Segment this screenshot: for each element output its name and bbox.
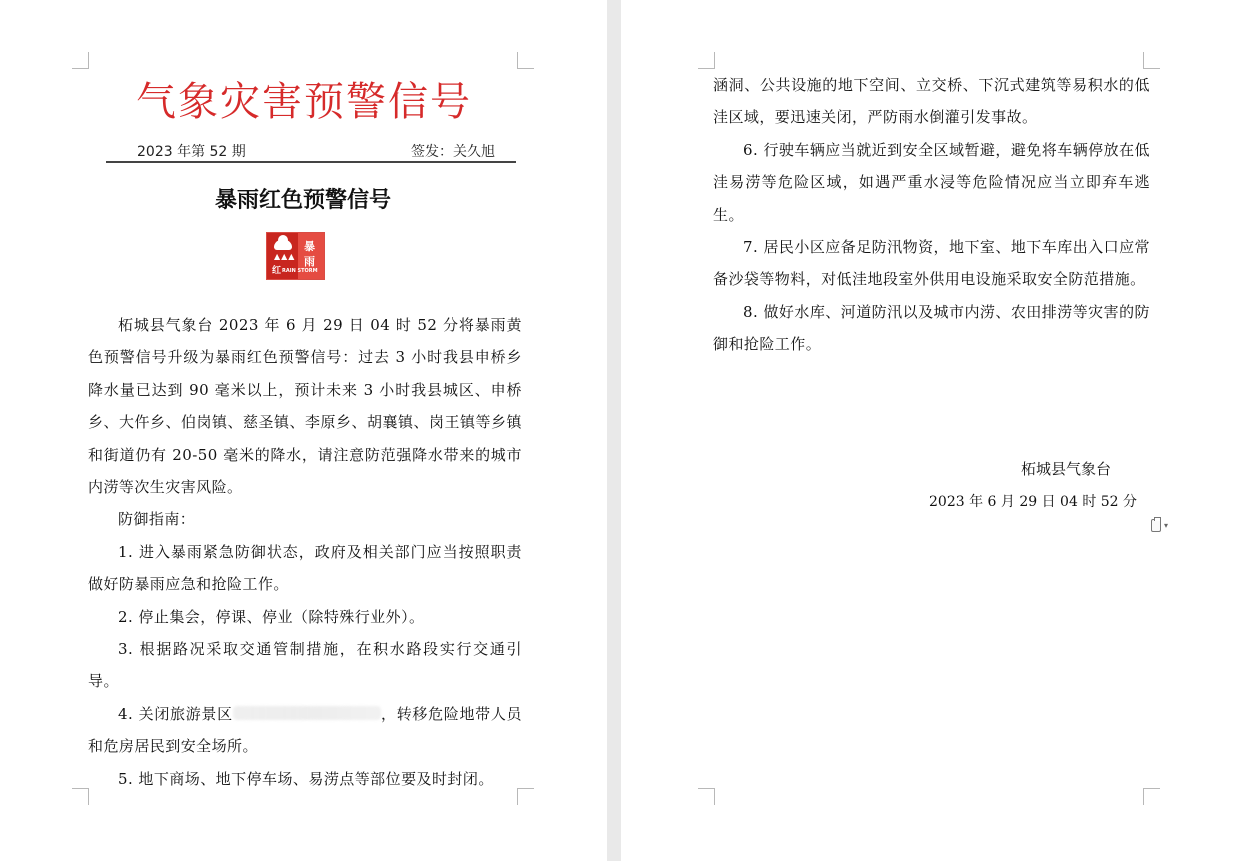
guideline-item-5-continuation: 涵洞、公共设施的地下空间、立交桥、下沉式建筑等易积水的低洼区域，要迅速关闭，严防雨水倒灌引发事故。 — [713, 76, 1150, 127]
cloud-icon — [274, 240, 292, 250]
page-margin-top-right-marker — [1143, 52, 1160, 69]
page-margin-bottom-right-marker — [1143, 788, 1160, 805]
issue-number: 2023 年第 52 期 — [137, 144, 246, 160]
page-margin-bottom-left-marker — [698, 788, 715, 805]
page-margin-top-left-marker — [698, 52, 715, 69]
guideline-item-4 — [88, 698, 522, 763]
warning-level-text: 红 — [272, 266, 282, 276]
clipboard-icon — [1151, 519, 1161, 532]
page-margin-top-right-marker — [517, 52, 534, 69]
left-page-body — [88, 309, 522, 795]
rainstorm-characters: 暴雨 — [304, 240, 315, 268]
defense-guide-heading: 防御指南： — [118, 510, 196, 529]
left-document-page — [0, 0, 607, 861]
page-margin-bottom-left-marker — [72, 788, 89, 805]
redacted-scenic-area-name — [233, 706, 381, 720]
right-page-body — [713, 69, 1150, 361]
guideline-item-7: 7. 居民小区应备足防汛物资，地下室、地下车库出入口应常备沙袋等物料，对低洼地段室外供用电设施采取安全防范措施。 — [713, 238, 1150, 289]
guideline-item-4-prefix: 4. 关闭旅游景区 — [118, 704, 233, 723]
right-document-page — [621, 0, 1234, 861]
rain-storm-label: RAIN STORM — [282, 268, 318, 274]
page-margin-top-left-marker — [72, 52, 89, 69]
guideline-item-6: 6. 行驶车辆应当就近到安全区域暂避，避免将车辆停放在低洼易涝等危险区域，如遇严重水浸等危险情况应当立即弃车逃生。 — [713, 140, 1150, 224]
chevron-down-icon: ▾ — [1164, 521, 1169, 530]
signature-organization: 柘城县气象台 — [1020, 460, 1111, 478]
issuer-name: 签发：关久旭 — [411, 144, 495, 160]
guideline-item-5: 5. 地下商场、地下停车场、易涝点等部位要及时封闭。 — [118, 769, 494, 788]
paste-options-icon[interactable] — [1151, 517, 1171, 535]
signature-date: 2023 年 6 月 29 日 04 时 52 分 — [929, 494, 1138, 510]
rainstorm-red-warning-icon — [266, 232, 325, 280]
guideline-item-8: 8. 做好水库、河道防汛以及城市内涝、农田排涝等灾害的防御和抢险工作。 — [713, 302, 1150, 354]
warning-announcement-paragraph: 柘城县气象台 2023 年 6 月 29 日 04 时 52 分将暴雨黄色预警信号升级为暴雨红色预警信号：过去 3 小时我县申桥乡降水量已达到 90 毫米以上，预计未来 3 小时我县城区、申桥乡、大仵乡、伯岗镇、慈圣镇、李原乡、胡襄镇、岗王镇等乡镇和街道仍有 20-50 毫米的降水，请注意防范强降水带来的城市内涝等次生灾害风险。 — [88, 316, 522, 497]
guideline-item-3: 3. 根据路况采取交通管制措施，在积水路段实行交通引导。 — [88, 640, 522, 691]
guideline-item-2: 2. 停止集会，停课、停业（除特殊行业外）。 — [118, 607, 425, 626]
rain-drops-icon: ▲▲▲ — [274, 252, 296, 261]
guideline-item-1: 1. 进入暴雨紧急防御状态，政府及相关部门应当按照职责做好防暴雨应急和抢险工作。 — [88, 542, 522, 594]
header-title: 气象灾害预警信号 — [136, 79, 472, 125]
document-title: 暴雨红色预警信号 — [214, 187, 391, 213]
issue-information-row — [106, 141, 516, 163]
guideline-item-4-suffix: ，转移危险地带人员和危房居民到安全场所。 — [88, 704, 522, 756]
